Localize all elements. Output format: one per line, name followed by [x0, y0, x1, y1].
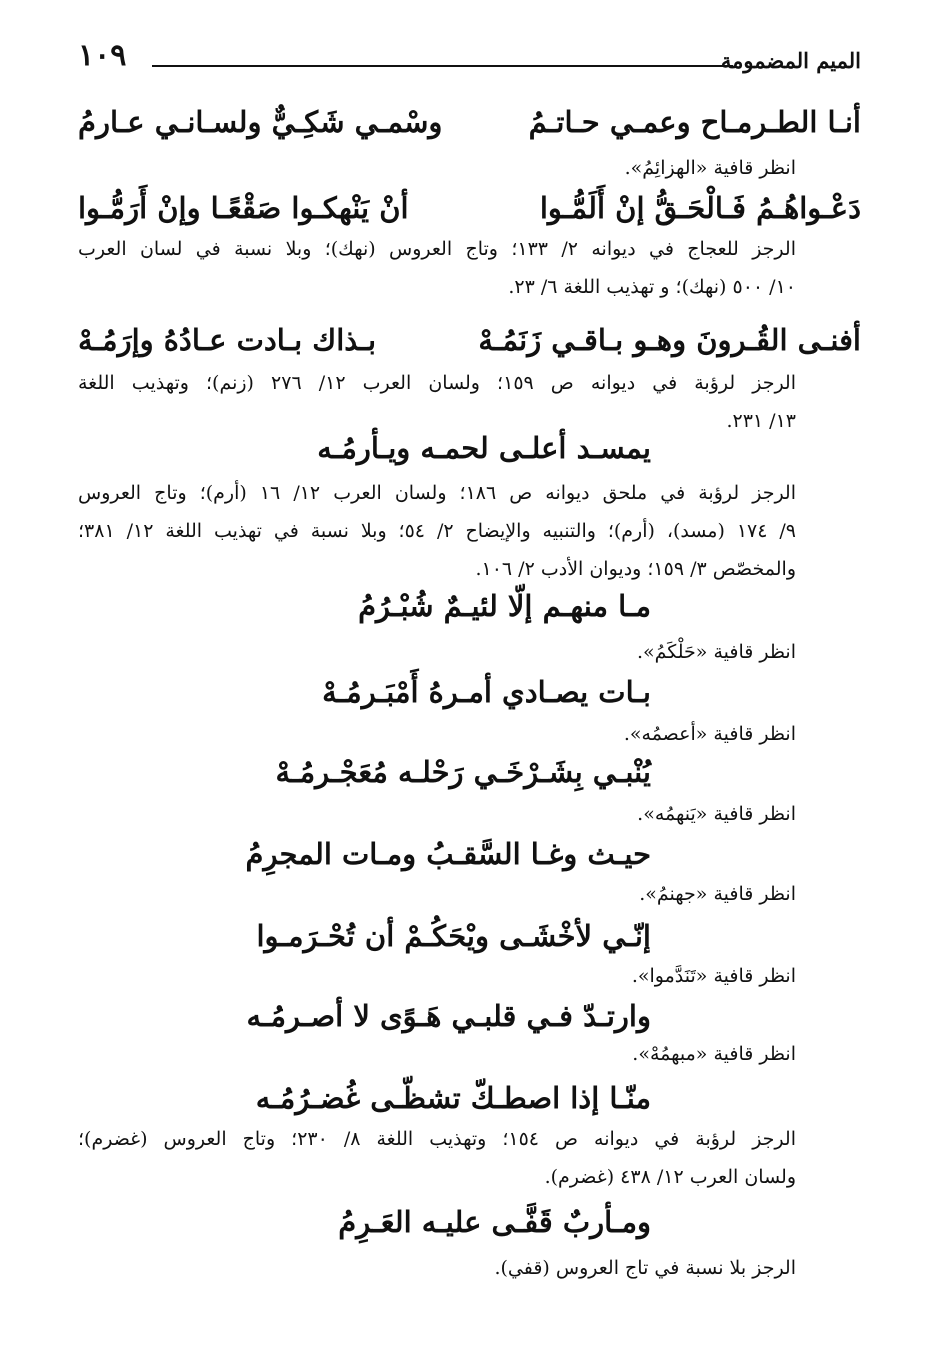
- verse-line: يمسـد أعلـى لحمـه ويـأرمُـه: [317, 431, 651, 465]
- source-note-line: الرجز لرؤبة في ديوانه ص ١٥٤؛ وتهذيب اللغة ٨/ ٢٣٠؛ وتاج العروس (غضرم)؛: [78, 1128, 796, 1150]
- running-header: [78, 38, 861, 82]
- source-note-line: والمخصّص ٣/ ١٥٩؛ وديوان الأدب ٢/ ١٠٦.: [475, 558, 796, 580]
- source-note-line: الرجز لرؤبة في ملحق ديوانه ص ١٨٦؛ ولسان العرب ١٢/ ١٦ (أرم)؛ وتاج العروس: [78, 482, 796, 504]
- verse-line: ومـأربٌ قَفَّـى عليـه العَـرِمُ: [338, 1205, 651, 1239]
- cross-reference-note: انظر قافية «جهنمُ».: [639, 883, 796, 905]
- verse-line: بـات يصـادي أمـرهُ أَمْبَـرمُـهْ: [322, 675, 651, 709]
- source-note-paragraph: [78, 474, 796, 588]
- cross-reference-note: انظر قافية «يَنهمُه».: [637, 803, 796, 825]
- source-note-line: ٩/ ١٧٤ (مسد)، (أرم)؛ والتنبيه والإيضاح ٢/ ٥٤؛ وبلا نسبة في تهذيب اللغة ١٢/ ٣٨١؛: [78, 520, 797, 542]
- verse-second-hemistich: وسْمـي شَكِـيٌّ ولسـانـي عـارمُ: [78, 105, 443, 139]
- verse-line: منّـا إذا اصطـكّ تشظّـى غُضـرُمُـه: [255, 1081, 651, 1115]
- header-rule: [152, 65, 733, 67]
- verse-line: حيـث وغـا السَّقـبُ ومـات المجرِمُ: [245, 837, 651, 871]
- cross-reference-note: انظر قافية «أعصمُه».: [623, 723, 796, 745]
- source-note-paragraph: [78, 1120, 796, 1196]
- verse-first-hemistich: أنـا الطـرمـاح وعمـي حـاتـمُ: [528, 105, 861, 139]
- source-note-line: ولسان العرب ١٢/ ٤٣٨ (غضرم).: [544, 1166, 796, 1188]
- verse-first-hemistich: دَعْـواهُـمُ فَـالْحَـقُّ إنْ أَلَمُّـوا: [539, 191, 861, 225]
- cross-reference-note: انظر قافية «الهزائِمُ».: [624, 157, 796, 179]
- cross-reference-note: انظر قافية «مبهمُهْ».: [632, 1043, 796, 1065]
- verse-line: إنّـي لأخْشَـى ويْحَكُـمْ أن تُحْـرَمـوا: [256, 919, 651, 953]
- verse-line: وارتـدّ فـي قلبـي هَـوًى لا أصـرمُـه: [246, 999, 651, 1033]
- page-number: ١٠٩: [78, 38, 127, 73]
- verse-line: يُنْبـي بِشَـرْخَـي رَحْلـه مُعَجْـرمُـهْ: [275, 755, 651, 789]
- verse-couplet: [78, 100, 861, 144]
- verse-couplet: [78, 318, 861, 362]
- verse-second-hemistich: بـذاك بـادت عـادُهُ وإرَمُـهْ: [78, 323, 377, 357]
- source-note-line: ١٠/ ٥٠٠ (نهك)؛ و تهذيب اللغة ٦/ ٢٣.: [508, 276, 796, 298]
- cross-reference-note: انظر قافية «تَنَدَّموا».: [631, 965, 796, 987]
- source-note-line: الرجز لرؤبة في ديوانه ص ١٥٩؛ ولسان العرب ١٢/ ٢٧٦ (زنم)؛ وتهذيب اللغة: [78, 372, 797, 394]
- verse-first-hemistich: أفنـى القُـرونَ وهـو بـاقـي زَنَمُـهْ: [478, 323, 861, 357]
- verse-couplet: [78, 186, 861, 230]
- source-note-paragraph: [78, 230, 796, 306]
- verse-second-hemistich: أنْ يَنْهكـوا صَقْعًـا وإنْ أَرَمُّـوا: [78, 191, 409, 225]
- cross-reference-note: انظر قافية «حَلْكَمُ».: [636, 641, 796, 663]
- chapter-title: الميم المضمومة: [720, 48, 861, 73]
- source-note: الرجز بلا نسبة في تاج العروس (قفي).: [494, 1257, 796, 1279]
- source-note-line: ١٣/ ٢٣١.: [726, 410, 796, 432]
- source-note-line: الرجز للعجاج في ديوانه ٢/ ١٣٣؛ وتاج العروس (نهك)؛ وبلا نسبة في لسان العرب: [78, 238, 796, 260]
- verse-line: مـا منهـم إلّا لئيـمٌ شُبْـرُمُ: [358, 589, 651, 623]
